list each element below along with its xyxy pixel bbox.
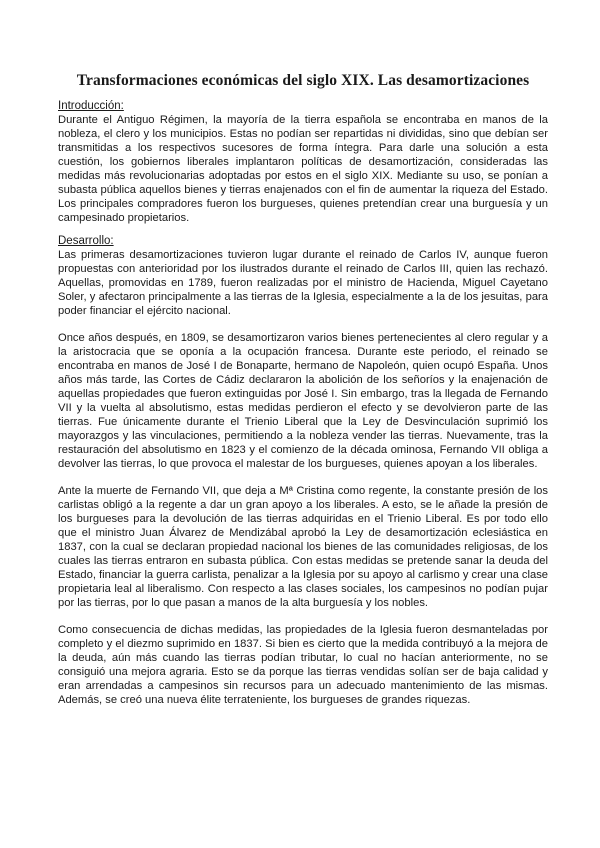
development-heading: Desarrollo:: [58, 235, 114, 247]
intro-paragraph: Durante el Antiguo Régimen, la mayoría de la tierra española se encontraba en manos de la nobleza, el clero y los municipios. Estas no podían ser repartidas ni divididas, sino que debían ser transmitidas a los respectivos sucesores de forma íntegra. Para darle una solución a esta cuestión, los gobiernos liberales implantaron políticas de desamortización, consideradas las medidas más revolucionarias adoptadas por estos en el siglo XIX. Mediante su uso, se ponían a subasta pública aquellos bienes y tierras enajenados con el fin de aumentar la riqueza del Estado. Los principales compradores fueron los burgueses, quienes pretendían crear una burguesía y un campesinado propietarios.: [58, 114, 548, 224]
development-paragraph-3: Ante la muerte de Fernando VII, que deja a Mª Cristina como regente, la constante presión de los carlistas obligó a la regente a dar un gran apoyo a los liberales. A esto, se le añade la presión de los burgueses para la devolución de las tierras adquiridas en el Trienio Liberal. Es por todo ello que el ministro Juan Álvarez de Mendizábal aprobó la Ley de desamortización eclesiástica en 1837, con la cual se declaran propiedad nacional los bienes de las comunidades religiosas, de los cuales las tierras entraron en subasta pública. Con estas medidas se pretende sanar la deuda del Estado, financiar la guerra carlista, penalizar a la Iglesia por su apoyo al carlismo y crear una clase propietaria leal al liberalismo. Con respecto a las clases sociales, los campesinos no podían pujar por las tierras, por lo que pasan a manos de la alta burguesía y los nobles.: [58, 485, 549, 609]
development-paragraph-1: Las primeras desamortizaciones tuvieron lugar durante el reinado de Carlos IV, aunque fueron propuestas con anterioridad por los ilustrados durante el reinado de Carlos III, quien las rechazó. Aquellas, promovidas en 1789, fueron realizadas por el ministro de Hacienda, Miguel Cayetano Soler, y afectaron principalmente a las tierras de la Iglesia, especialmente a la de los jesuitas, para poder financiar el ejército nacional.: [58, 249, 548, 317]
document-title: Transformaciones económicas del siglo XIX. Las desamortizaciones: [76, 72, 530, 89]
development-section: [58, 235, 548, 707]
intro-heading: Introducción:: [58, 100, 124, 112]
development-paragraph-2: Once años después, en 1809, se desamortizaron varios bienes pertenecientes al clero regular y a la aristocracia que se oponía a la ocupación francesa. Durante este periodo, el reinado se encontraba en manos de José I de Bonaparte, hermano de Napoleón, quien ocupó España. Unos años más tarde, las Cortes de Cádiz declararon la abolición de los señoríos y la enajenación de aquellas propiedades que fueron extinguidas por José I. Sin embargo, tras la llegada de Fernando VII y la vuelta al absolutismo, estas medidas perdieron el efecto y se devolvieron parte de las tierras. Fue únicamente durante el Trienio Liberal que la Ley de Desvinculación suprimió los mayorazgos y las vinculaciones, permitiendo a la nobleza vender las tierras. Nuevamente, tras la restauración del absolutismo en 1823 y el comienzo de la década ominosa, Fernando VII obliga a devolver las tierras, lo que provoca el malestar de los burgueses, quienes apoyan a los liberales.: [58, 332, 548, 470]
intro-section: [58, 100, 548, 225]
development-paragraph-4: Como consecuencia de dichas medidas, las propiedades de la Iglesia fueron desmanteladas por completo y el diezmo suprimido en 1837. Si bien es cierto que la medida contribuyó a la mejora de la deuda, aún más cuando las tierras podían tributar, lo cual no hacían anteriormente, no se consiguió una mejora agraria. Esto se da porque las tierras vendidas solían ser de baja calidad y eran arrendadas a campesinos sin recursos para un adecuado mantenimiento de las mismas. Además, se creó una nueva élite terrateniente, los burgueses de grandes riquezas.: [58, 624, 548, 706]
document-page: [58, 72, 548, 707]
